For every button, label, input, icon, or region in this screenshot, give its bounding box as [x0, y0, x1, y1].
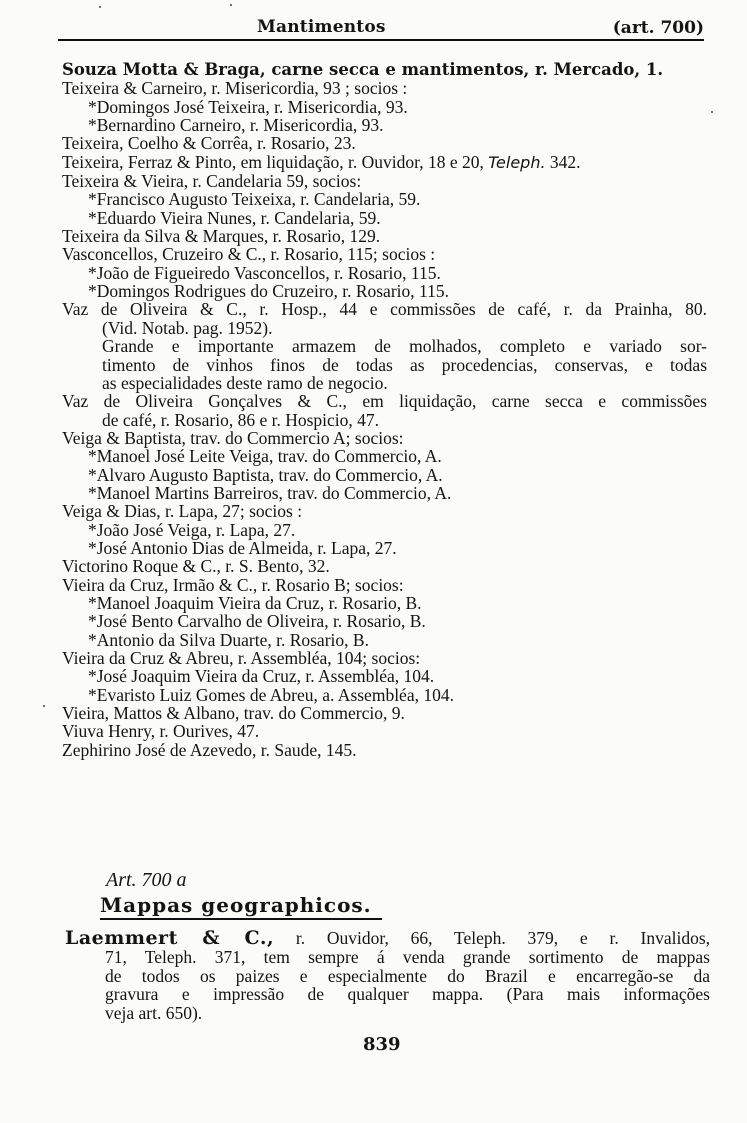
partner-line: *Manoel Martins Barreiros, trav. do Commercio, A. — [88, 482, 452, 503]
entry-continuation: timento de vinhos finos de todas as procedencias, conservas, e todas — [102, 354, 707, 375]
page-number: 839 — [363, 1034, 401, 1055]
entry-continuation: de café, r. Rosario, 86 e r. Hospicio, 47. — [102, 409, 380, 430]
partner-line: *Eduardo Vieira Nunes, r. Candelaria, 59. — [88, 207, 381, 228]
partner-line: *Alvaro Augusto Baptista, trav. do Commercio, A. — [88, 464, 443, 485]
partner-line: *José Joaquim Vieira da Cruz, r. Assembléa, 104. — [88, 666, 435, 687]
entry-line: Teixeira da Silva & Marques, r. Rosario, 129. — [62, 226, 381, 247]
ink-speck — [711, 111, 713, 113]
entry-list — [62, 61, 707, 759]
entry-line: Vieira, Mattos & Albano, trav. do Commercio, 9. — [62, 703, 405, 724]
entry-line: Zephirino José de Azevedo, r. Saude, 145. — [62, 739, 357, 760]
entry-line: Teixeira & Carneiro, r. Misericordia, 93 ; socios : — [62, 78, 408, 99]
page-title: Mantimentos — [257, 17, 386, 37]
section-underline — [100, 918, 382, 920]
partner-line: *Francisco Augusto Teixeixa, r. Candelaria, 59. — [88, 189, 421, 210]
entry-text: Teixeira, Ferraz & Pinto, em liquidação, r. Ouvidor, 18 e 20, — [62, 151, 484, 172]
entry-line: Veiga & Baptista, trav. do Commercio A; socios: — [62, 427, 404, 448]
partner-line: *José Antonio Dias de Almeida, r. Lapa, 27. — [88, 537, 397, 558]
partner-line: *Manoel José Leite Veiga, trav. do Commercio, A. — [88, 446, 442, 467]
ink-speck — [43, 705, 45, 707]
partner-line: *Manoel Joaquim Vieira da Cruz, r. Rosario, B. — [88, 592, 422, 613]
ink-speck — [230, 4, 232, 6]
telephone-number: 342. — [549, 151, 581, 172]
entry-line: Vieira da Cruz & Abreu, r. Assembléa, 104; socios: — [62, 648, 421, 668]
final-entry-line: veja art. 650). — [105, 1003, 203, 1024]
page-header — [62, 12, 704, 42]
partner-line: *Antonio da Silva Duarte, r. Rosario, B. — [88, 629, 369, 650]
entry-line: Teixeira & Vieira, r. Candelaria 59, socios: — [62, 171, 362, 192]
article-reference: (art. 700) — [612, 18, 704, 38]
entry-continuation: as especialidades deste ramo de negocio. — [102, 372, 388, 393]
final-entry-line: gravura e impressão de qualquer mappa. (Para mais informações — [105, 984, 710, 1005]
entry-line: Teixeira, Coelho & Corrêa, r. Rosario, 23. — [62, 133, 356, 154]
entry-line: Vaz de Oliveira Gonçalves & C., em liquidação, carne secca e commissões — [62, 391, 707, 412]
entry-line: Victorino Roque & C., r. S. Bento, 32. — [62, 556, 330, 577]
entry-line: Viuva Henry, r. Ourives, 47. — [62, 721, 260, 742]
final-entry-line: de todos os paizes e especialmente do Brazil e encarregão-se da — [105, 965, 710, 986]
final-entry-line — [65, 929, 710, 948]
partner-line: *Domingos Rodrigues do Cruzeiro, r. Rosario, 115. — [88, 281, 449, 302]
header-rule — [58, 39, 704, 41]
entry-line: Vaz de Oliveira & C., r. Hosp., 44 e commissões de café, r. da Prainha, 80. — [62, 299, 707, 320]
entry-continuation: (Vid. Notab. pag. 1952). — [102, 317, 273, 338]
partner-line: *Evaristo Luiz Gomes de Abreu, a. Assembléa, 104. — [88, 684, 454, 705]
partner-line: *João José Veiga, r. Lapa, 27. — [88, 519, 296, 540]
section-article-label: Art. 700 a — [106, 869, 187, 891]
firm-name: Laemmert & C., — [65, 927, 275, 949]
ink-speck — [99, 6, 101, 8]
entry-line: Souza Motta & Braga, carne secca e mantimentos, r. Mercado, 1. — [62, 60, 664, 79]
telephone-label: Teleph. — [488, 152, 546, 172]
entry-line — [62, 153, 707, 172]
section-title: Mappas geographicos. — [100, 893, 372, 917]
final-entry-text: r. Ouvidor, 66, Teleph. 379, e r. Invalidos, — [295, 928, 711, 948]
partner-line: *Bernardino Carneiro, r. Misericordia, 93. — [88, 115, 384, 136]
entry-line: Veiga & Dias, r. Lapa, 27; socios : — [62, 501, 303, 522]
partner-line: *José Bento Carvalho de Oliveira, r. Rosario, B. — [88, 611, 426, 632]
final-entry-line: 71, Teleph. 371, tem sempre á venda grande sortimento de mappas — [105, 946, 710, 967]
final-entry — [65, 929, 710, 1023]
partner-line: *João de Figueiredo Vasconcellos, r. Rosario, 115. — [88, 262, 441, 283]
entry-continuation: Grande e importante armazem de molhados, completo e variado sor- — [102, 336, 707, 357]
entry-line: Vieira da Cruz, Irmão & C., r. Rosario B; socios: — [62, 574, 404, 595]
entry-line: Vasconcellos, Cruzeiro & C., r. Rosario, 115; socios : — [62, 244, 436, 265]
partner-line: *Domingos José Teixeira, r. Misericordia, 93. — [88, 96, 408, 117]
